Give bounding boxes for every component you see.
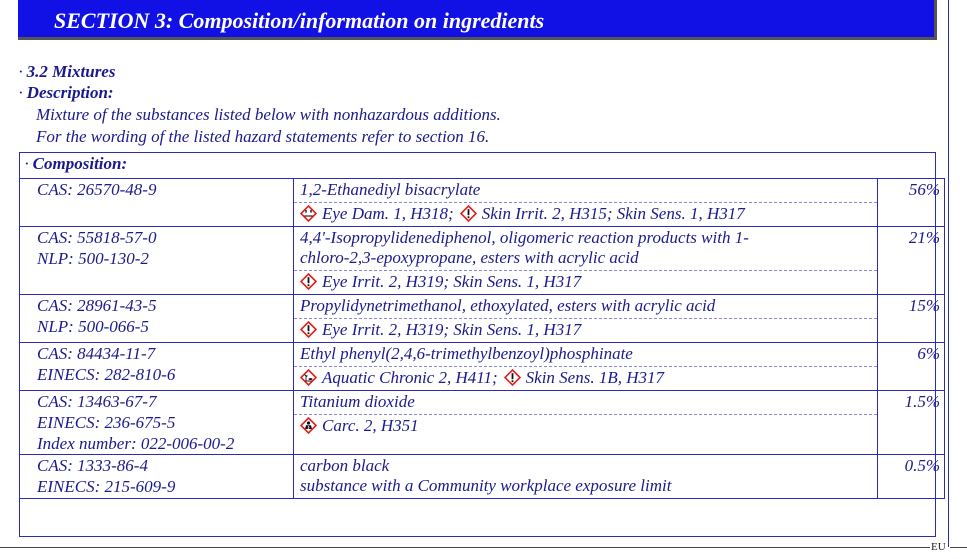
hazard-statements: [294, 415, 877, 438]
substance-name: [294, 343, 877, 367]
percent-value: 0.5%: [904, 456, 940, 475]
composition-heading: · Composition:: [24, 154, 128, 173]
composition-row: [20, 343, 945, 391]
percent-value: 1.5%: [904, 392, 940, 411]
hazard-text: Eye Dam. 1, H318;: [322, 204, 454, 223]
corrosion-icon: [300, 205, 317, 222]
identifier-line: EINECS: 215-609-9: [37, 477, 176, 496]
percent-cell: [878, 179, 945, 227]
hazard-statements: [294, 367, 877, 390]
substance-cell: [294, 179, 878, 227]
identifier-cell: [20, 343, 294, 391]
footer-region-label: EU: [931, 541, 946, 553]
substance-name-line: carbon black: [300, 456, 390, 475]
identifier-line: CAS: 84434-11-7: [37, 344, 156, 363]
percent-value: 15%: [908, 296, 940, 315]
substance-name: [294, 391, 877, 415]
substance-name: [294, 179, 877, 203]
substance-name-line: Titanium dioxide: [300, 392, 415, 411]
identifier-line: NLP: 500-066-5: [37, 317, 149, 336]
exclamation-icon: [460, 205, 477, 222]
composition-label: Composition:: [32, 154, 128, 173]
description-label: Description:: [26, 83, 114, 102]
composition-row: [20, 391, 945, 455]
bottom-rule: [0, 547, 930, 548]
substance-cell: [294, 343, 878, 391]
composition-row: [20, 295, 945, 343]
percent-cell: [878, 391, 945, 455]
mixtures-label: 3.2 Mixtures: [26, 62, 116, 81]
percent-cell: [878, 343, 945, 391]
hazard-text: Eye Irrit. 2, H319; Skin Sens. 1, H317: [322, 272, 582, 291]
substance-name-line: 4,4'-Isopropylidenediphenol, oligomeric reaction products with 1-: [300, 228, 749, 247]
substance-name: [294, 295, 877, 319]
substance-cell: [294, 455, 878, 499]
hazard-statements: [294, 319, 877, 342]
identifier-line: EINECS: 282-810-6: [37, 365, 176, 384]
hazard-statements: [294, 271, 877, 294]
section-title: SECTION 3: Composition/information on ingredients: [54, 8, 545, 33]
hazard-text: Aquatic Chronic 2, H411;: [322, 368, 498, 387]
composition-row: [20, 179, 945, 227]
hazard-statements: [294, 203, 877, 226]
exclamation-icon: [504, 369, 521, 386]
substance-name: [294, 227, 877, 271]
bottom-rule-end: [950, 547, 967, 548]
composition-row: [20, 227, 945, 295]
section-header: [18, 0, 937, 40]
environment-icon: [300, 369, 317, 386]
composition-table: [19, 178, 945, 499]
percent-value: 6%: [917, 344, 940, 363]
identifier-line: Index number: 022-006-00-2: [37, 434, 235, 453]
identifier-line: NLP: 500-130-2: [37, 249, 149, 268]
identifier-line: CAS: 28961-43-5: [37, 296, 157, 315]
hazard-text: Eye Irrit. 2, H319; Skin Sens. 1, H317: [322, 320, 582, 339]
identifier-line: CAS: 1333-86-4: [37, 456, 148, 475]
composition-row: [20, 455, 945, 499]
description-line-2: For the wording of the listed hazard statements refer to section 16.: [36, 127, 490, 146]
identifier-cell: [20, 295, 294, 343]
substance-name-line: 1,2-Ethanediyl bisacrylate: [300, 180, 481, 199]
identifier-line: EINECS: 236-675-5: [37, 413, 176, 432]
right-margin-rule: [948, 0, 949, 547]
substance-name-line: Ethyl phenyl(2,4,6-trimethylbenzoyl)phosphinate: [300, 344, 633, 363]
identifier-cell: [20, 227, 294, 295]
substance-cell: [294, 391, 878, 455]
hazard-text: Skin Sens. 1B, H317: [525, 368, 664, 387]
description-line-1: Mixture of the substances listed below with nonhazardous additions.: [36, 105, 501, 124]
identifier-cell: [20, 455, 294, 499]
hazard-text: Skin Irrit. 2, H315; Skin Sens. 1, H317: [481, 204, 745, 223]
identifier-line: CAS: 26570-48-9: [37, 180, 157, 199]
hazard-text: Carc. 2, H351: [322, 416, 419, 435]
substance-name-line: substance with a Community workplace exposure limit: [300, 476, 672, 495]
substance-cell: [294, 295, 878, 343]
exclamation-icon: [300, 321, 317, 338]
percent-value: 56%: [908, 180, 940, 199]
substance-name-line: chloro-2,3-epoxypropane, esters with acrylic acid: [300, 248, 639, 267]
identifier-line: CAS: 13463-67-7: [37, 392, 157, 411]
percent-value: 21%: [908, 228, 940, 247]
substance-name: [294, 455, 877, 498]
health-hazard-icon: [300, 417, 317, 434]
description-heading: · Description:: [18, 83, 114, 102]
identifier-line: CAS: 55818-57-0: [37, 228, 157, 247]
identifier-cell: [20, 391, 294, 455]
substance-cell: [294, 227, 878, 295]
percent-cell: [878, 227, 945, 295]
mixtures-heading: · 3.2 Mixtures: [18, 62, 116, 81]
identifier-cell: [20, 179, 294, 227]
percent-cell: [878, 295, 945, 343]
substance-name-line: Propylidynetrimethanol, ethoxylated, esters with acrylic acid: [300, 296, 716, 315]
exclamation-icon: [300, 273, 317, 290]
percent-cell: [878, 455, 945, 499]
